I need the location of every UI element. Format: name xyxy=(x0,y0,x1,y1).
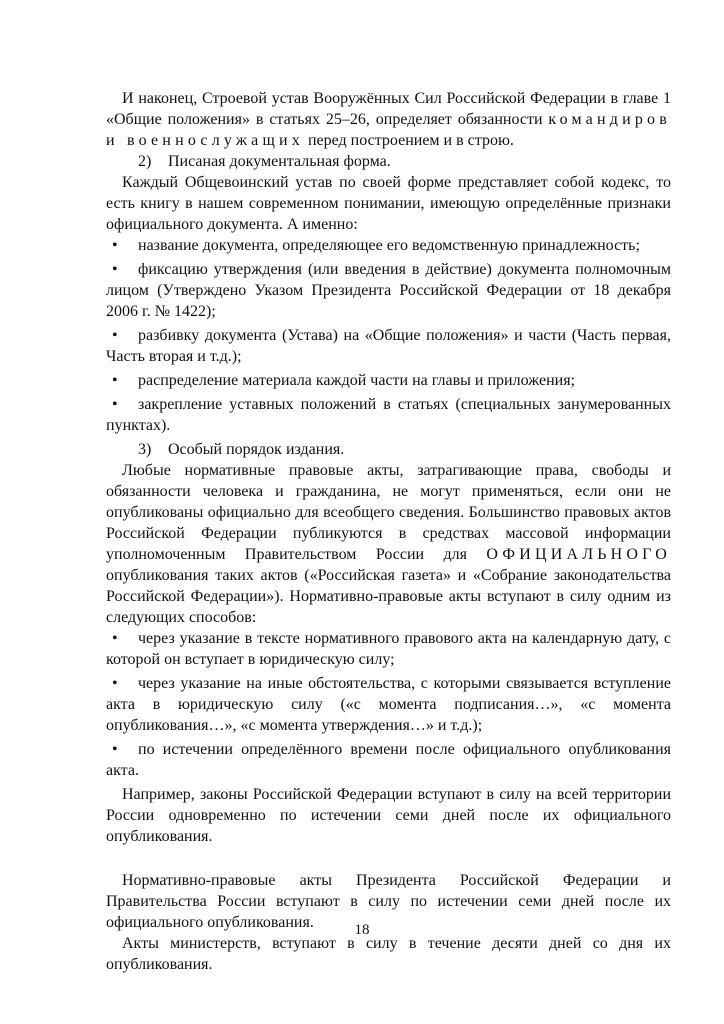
intro-text-end: перед построением и в строю. xyxy=(303,132,514,149)
section-3-paragraph: Любые нормативные правовые акты, затрагивающие права, свободы и обязанности человека и гражданина, не могут применяться, если они не опубликованы официально для всеобщего сведения. Большинство правовых актов Российской Федерации публикуются в средствах массовой информации уполномоченным Правительством России для ОФИЦИАЛЬНОГО опубликования таких актов («Российская газета» и «Собрание законодательства Российской Федерации»). Нормативно-правовые акты вступают в силу одним из следующих способов: xyxy=(106,462,671,626)
list-item: • через указание на иные обстоятельства, с которыми связывается вступление акта в юридическую силу («с момента подписания…», «с момента опубликования…», «с момента утверждения…» и т.д.); xyxy=(106,675,671,734)
list-item: • распределение материала каждой части на главы и приложения; xyxy=(106,370,671,391)
bullet-icon: • xyxy=(112,675,118,692)
closing-paragraph-2: Акты министерств, вступают в силу в течение десяти дней со дня их опубликования. xyxy=(106,935,671,973)
bullet-icon: • xyxy=(112,372,118,389)
page-number: 18 xyxy=(354,922,370,938)
list-item: • по истечении определённого времени после официального опубликования акта. xyxy=(106,741,671,779)
intro-spaced-text: командиров и военнослужащих xyxy=(106,111,671,149)
list-item: • разбивку документа (Устава) на «Общие положения» и части (Часть первая, Часть вторая и т.д.); xyxy=(106,327,671,365)
intro-paragraph xyxy=(106,88,671,151)
section-2-number: 2) xyxy=(138,153,152,170)
section-3-number: 3) xyxy=(138,441,152,458)
section-2-heading xyxy=(106,151,671,172)
bullet-icon: • xyxy=(112,396,118,413)
list-item: • фиксацию утверждения (или введения в действие) документа полномочным лицом (Утверждено Указом Президента Российской Федерации от 18 декабря 2006 г. № 1422); xyxy=(106,261,671,320)
paragraph-gap xyxy=(106,847,671,870)
bullet-icon: • xyxy=(112,327,118,344)
list-item: • через указание в тексте нормативного правового акта на календарную дату, с которой он вступает в юридическую силу; xyxy=(106,630,671,668)
intro-text-start: И наконец, Строевой устав Вооружённых Сил Российской Федерации в главе 1 «Общие положения» в статьях 25–26, определяет обязанности xyxy=(106,90,671,128)
list-item: • название документа, определяющее его ведомственную принадлежность; xyxy=(106,235,671,256)
bullet-icon: • xyxy=(112,741,118,758)
page-body xyxy=(106,88,671,975)
bullet-icon: • xyxy=(112,630,118,647)
bullet-icon: • xyxy=(112,237,118,254)
spaced-emphasis-text: ОФИЦИАЛЬНОГО xyxy=(486,546,671,563)
closing-paragraph-1: Нормативно-правовые акты Президента Российской Федерации и Правительства России вступают в силу по истечении семи дней после их официального опубликования. xyxy=(106,872,671,931)
section-3-title: Особый порядок издания. xyxy=(168,441,345,458)
section-2-title: Писаная документальная форма. xyxy=(168,153,391,170)
section-3-bullet-list xyxy=(106,628,671,781)
list-item: • закрепление уставных положений в статьях (специальных занумерованных пунктах). xyxy=(106,396,671,434)
bullet-icon: • xyxy=(112,261,118,278)
example-paragraph: Например, законы Российской Федерации вступают в силу на всей территории России одновременно по истечении семи дней после их официального опубликования. xyxy=(106,786,671,845)
section-3-heading xyxy=(106,439,671,460)
section-2-bullet-list xyxy=(106,235,671,436)
section-2-paragraph: Каждый Общевоинский устав по своей форме представляет собой кодекс, то есть книгу в нашем современном понимании, имеющую определённые признаки официального документа. А именно: xyxy=(106,174,671,233)
